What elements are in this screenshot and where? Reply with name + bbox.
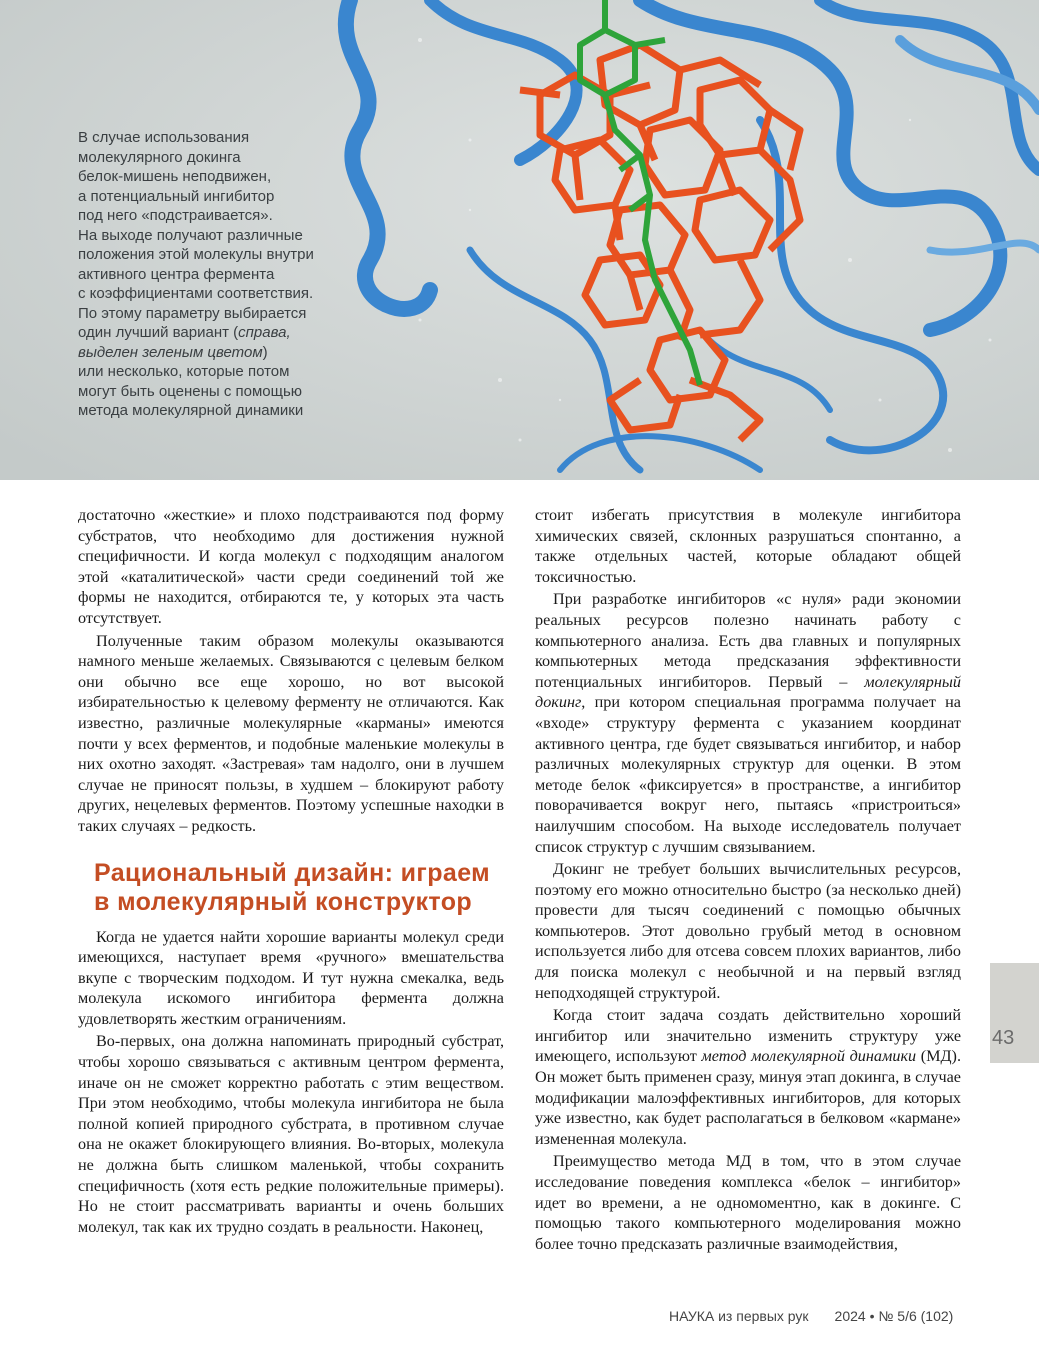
caption-line: По этому параметру выбирается	[78, 304, 307, 322]
paragraph: Когда не удается найти хорошие варианты молекул среди имеющихся, наступает время «ручного» вмешательства вкупе с творческим подходом. И тут нужна смекалка, ведь молекула искомого ингибитора фермента должна удовлетворять жестким ограничениям.	[78, 927, 504, 1028]
paragraph-text: (МД). Он может быть применен сразу, минуя этап докинга, в случае модификации малоэффективных ингибиторов, для которых уже известно, как будет располагаться в белковом «кармане» измененная молекула.	[535, 1047, 961, 1148]
heading-line: Рациональный дизайн: играем	[94, 858, 491, 887]
caption-text: один лучший вариант (	[78, 324, 239, 341]
journal-name: НАУКА из первых рук	[669, 1308, 809, 1324]
paragraph: Полученные таким образом молекулы оказываются намного меньше желаемых. Связываются с целевым белком они обычно все еще хорошо, но вот высокой избирательностью к целевому ферменту не отличаются. Как известно, различные молекулярные «карманы» имеются почти у всех ферментов, и подобные маленькие молекулы в них охотно заходят. «Застревая» там надолго, они в лучшем случае не приносят пользы, в худшем – блокируют работу других, нецелевых ферментов. Поэтому успешные находки в таких случаях – редкость.	[78, 631, 504, 835]
caption-line: с коэффициентами соответствия.	[78, 285, 314, 302]
caption-line: белок-мишень неподвижен,	[78, 168, 272, 185]
paragraph	[535, 589, 961, 857]
figure-caption	[78, 128, 378, 421]
section-heading	[94, 859, 504, 917]
paragraph: Докинг не требует больших вычислительных ресурсов, поэтому его можно относительно быстро (за несколько дней) провести для тысяч соединений с помощью обычных компьютеров. Этот довольно грубый метод в основном используется либо для отсева совсем плохих вариантов, либо для поиска молекул с необычной и на первый взгляд неподходящей структурой.	[535, 860, 961, 1002]
paragraph: стоит избегать присутствия в молекуле ингибитора химических связей, склонных разрушаться спонтанно, а также отдельных частей, которые обладают общей токсичностью.	[535, 506, 961, 586]
paragraph-text: При разработке ингибиторов «с нуля» ради экономии реальных ресурсов полезно начинать работу с компьютерного анализа. Есть два главных и популярных компьютерных метода предсказания эффективности потенциальных ингибиторов. Первый –	[535, 590, 961, 691]
right-column	[535, 505, 961, 1256]
paragraph: достаточно «жесткие» и плохо подстраиваются под форму субстратов, что необходимо для достижения нужной специфичности. И когда молекул с подходящим аналогом этой «каталитической» части среди соединений той же формы не находится, отбираются те, у которых эта часть отсутствует.	[78, 506, 504, 627]
caption-line	[78, 343, 378, 363]
caption-line: а потенциальный ингибитор	[78, 187, 275, 205]
caption-line	[78, 323, 378, 343]
caption-line: положения этой молекулы внутри	[78, 246, 314, 263]
term-italic: метод молекулярной динамики	[701, 1047, 917, 1066]
caption-line: активного центра фермента	[78, 265, 275, 283]
caption-line: На выходе получают различные	[78, 226, 303, 244]
paragraph-text: Когда стоит задача создать действительно хороший ингибитор или значительно изменить структуру уже имеющего, используют	[535, 1006, 961, 1066]
heading-line: в молекулярный конструктор	[94, 887, 473, 916]
paragraph: Преимущество метода МД в том, что в этом случае исследование поведения комплекса «белок – ингибитор» идет во времени, а не одномоментно, как в докинге. С помощью такого компьютерного моделирования можно более точно предсказать различные взаимодействия,	[535, 1152, 961, 1253]
paragraph: Во-первых, она должна напоминать природный субстрат, чтобы хорошо связываться с активным центром фермента, иначе он не сможет корректно работать с этим веществом. При этом необходимо, чтобы молекула ингибитора не была полной копией природного субстрата, в противном случае она не окажет блокирующего влияния. Во-вторых, молекула не должна быть слишком маленькой, чтобы сохранить специфичность (хотя есть редкие положительные примеры). Но не стоит рассматривать варианты и очень больших молекул, так как их трудно создать в реальности. Наконец,	[78, 1032, 504, 1236]
caption-text: )	[262, 343, 268, 361]
caption-line: В случае использования	[78, 129, 250, 146]
left-column	[78, 505, 504, 1239]
caption-line: метода молекулярной динамики	[78, 402, 304, 419]
caption-line: могут быть оценены с помощью	[78, 382, 303, 400]
caption-line: или несколько, которые потом	[78, 363, 290, 380]
issue-number: 2024 • № 5/6 (102)	[834, 1308, 954, 1324]
caption-line: молекулярного докинга	[78, 148, 241, 166]
term-italic: молекулярный докинг	[535, 672, 961, 712]
page-footer	[669, 1308, 953, 1324]
paragraph	[535, 1005, 961, 1149]
caption-italic: выделен зеленым цветом	[78, 343, 263, 361]
paragraph-text: , при котором специальная программа получает на «входе» структуру фермента с указанием координат активного центра, где будет связываться ингибитор, и набор различных молекулярных структур для оценки. В этом методе белок «фиксируется» в пространстве, а ингибитор поворачивается вокруг него, пытаясь «пристроиться» наилучшим способом. На выходе исследователь получает список структур с лучшим связыванием.	[535, 693, 961, 856]
caption-line: под него «подстраивается».	[78, 207, 273, 224]
caption-italic: справа,	[238, 324, 291, 341]
page-number: 43	[992, 1027, 1015, 1049]
docking-illustration	[0, 0, 1039, 480]
